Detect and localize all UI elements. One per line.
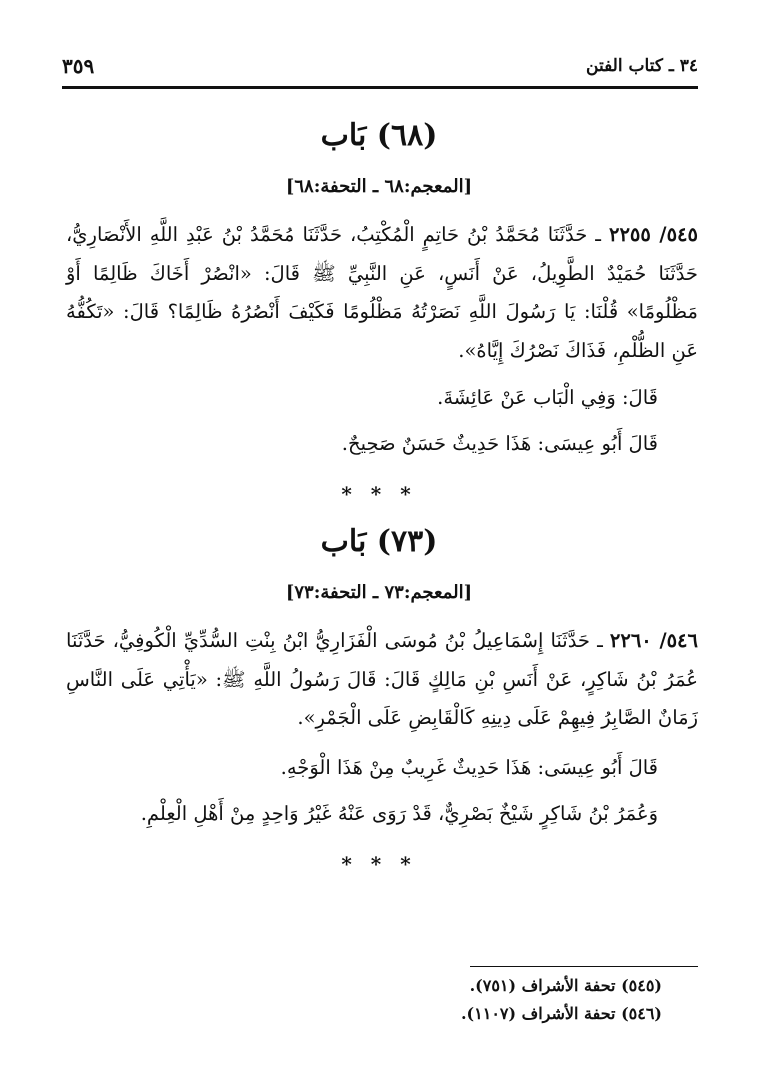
hadith-body: ـ حَدَّثَنَا مُحَمَّدُ بْنُ حَاتِمٍ الْمُكْتِبُ، حَدَّثَنَا مُحَمَّدُ بْنُ عَبْدِ اللَّهِ الأَنْصَارِيُّ، حَدَّثَنَا حُمَيْدٌ الطَّوِيلُ، عَنْ أَنَسٍ، عَنِ النَّبِيِّ ﷺ قَالَ: «انْصُرْ أَخَاكَ ظَالِمًا أَوْ مَظْلُومًا» قُلْنَا: يَا رَسُولَ اللَّهِ نَصَرْتُهُ مَظْلُومًا فَكَيْفَ أَنْصُرُهُ ظَالِمًا؟ قَالَ: «تَكُفُّهُ عَنِ الظُّلْمِ، فَذَاكَ نَصْرُكَ إِيَّاهُ». [66,223,698,362]
hadith-text [66,622,698,738]
chapter-title: ٣٤ ـ كتاب الفتن [586,56,698,76]
page-header [62,56,698,82]
section-separator: * * * [341,852,417,876]
grading-note: قَالَ أَبُو عِيسَى: هَذَا حَدِيثٌ حَسَنٌ صَحِيحٌ. [341,432,658,455]
hadith-body: ـ حَدَّثَنَا إِسْمَاعِيلُ بْنُ مُوسَى الْفَزَارِيُّ ابْنُ بِنْتِ السُّدِّيِّ الْكُوفِيُّ، حَدَّثَنَا عُمَرُ بْنُ شَاكِرٍ، عَنْ أَنَسِ بْنِ مَالِكٍ قَالَ: قَالَ رَسُولُ اللَّهِ ﷺ: «يَأْتِي عَلَى النَّاسِ زَمَانٌ الصَّابِرُ فِيهِمْ عَلَى دِينِهِ كَالْقَابِضِ عَلَى الْجَمْرِ». [66,629,698,729]
hadith-text [66,216,698,370]
page-number: ٣٥٩ [62,54,95,78]
bab-note: قَالَ: وَفِي الْبَاب عَنْ عَائِشَةَ. [437,386,658,409]
section-separator: * * * [341,482,417,506]
hadith-number: ٥٤٥/ ٢٢٥٥ [608,223,698,246]
footnote: (٥٤٥) تحفة الأشراف (٧٥١). [469,976,662,995]
bab-title: (٧٣) بَاب [320,524,438,559]
grading-note: قَالَ أَبُو عِيسَى: هَذَا حَدِيثٌ غَرِيبٌ مِنْ هَذَا الْوَجْهِ. [280,756,658,779]
narrator-note: وَعُمَرُ بْنُ شَاكِرٍ شَيْخٌ بَصْرِيٌّ، قَدْ رَوَى عَنْهُ غَيْرُ وَاحِدٍ مِنْ أَهْلِ الْعِلْمِ. [140,802,658,825]
mujam-reference: [المعجم:٦٨ ـ التحفة:٦٨] [285,176,473,197]
footnote: (٥٤٦) تحفة الأشراف (١١٠٧). [460,1004,662,1023]
footnote-rule [470,966,698,967]
mujam-reference: [المعجم:٧٣ ـ التحفة:٧٣] [285,582,473,603]
bab-title: (٦٨) بَاب [320,118,438,153]
header-rule [62,86,698,89]
hadith-number: ٥٤٦/ ٢٢٦٠ [609,629,698,652]
